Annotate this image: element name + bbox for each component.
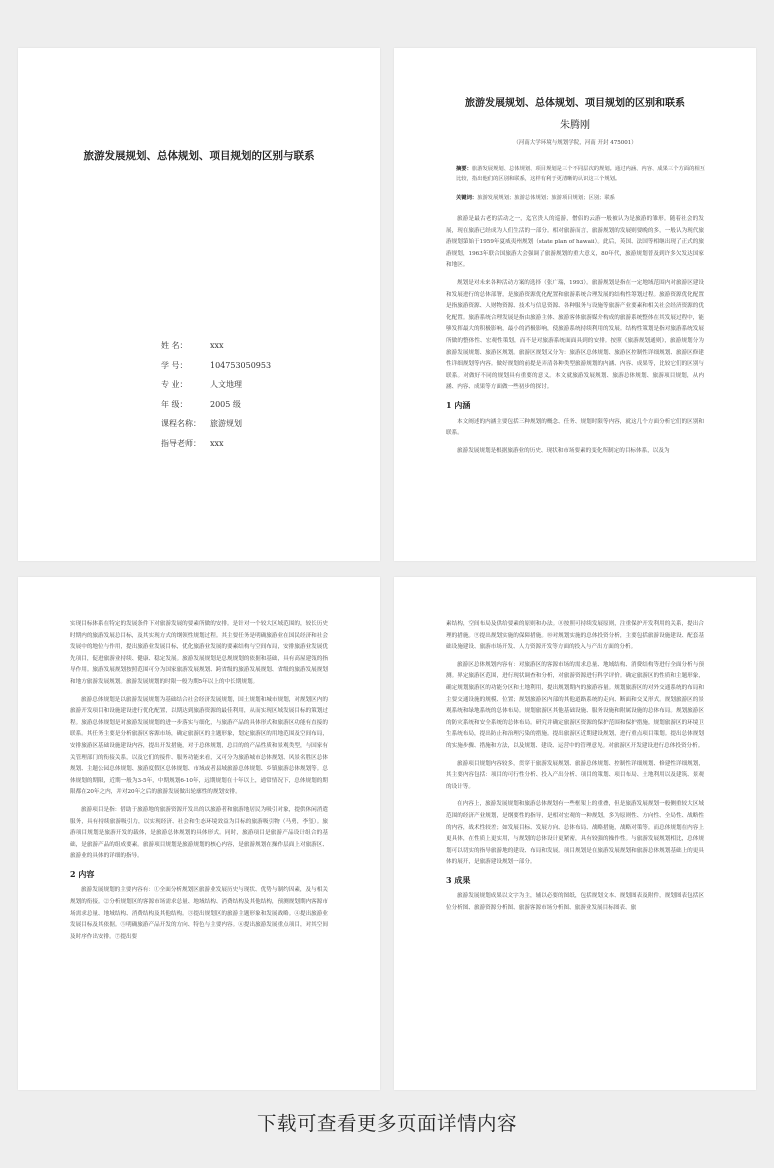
document-page-3 bbox=[18, 577, 380, 1090]
keywords: 关键词：旅游发展规划；旅游总体规划；旅游项目规划；区别；联系 bbox=[456, 195, 615, 201]
info-row-advisor: 指导老师： xxx bbox=[161, 438, 224, 448]
paragraph: 本文阐述的内涵主要包括三种规划的概念、任务、规划时限等内容，就这几个方面分析它们的区别和联系。 bbox=[446, 418, 704, 437]
cover-title: 旅游发展规划、总体规划、项目规划的区别与联系 bbox=[83, 150, 315, 162]
paragraph: 旅游发展规划是根据旅游业的历史、现状和市场要素的变化所制定的目标体系，以及为 bbox=[457, 447, 670, 454]
paragraph: 旅游项目规划内容较多，贯穿于旅游发展规划、旅游总体规划、控制性详细规划、修建性详细规划，其主要内容包括：项目的可行性分析、投入产出分析、项目的策划、项目布局、土地利用以及建筑、景观的设计等。 bbox=[446, 760, 704, 790]
paragraph: 旅游总体规划是以旅游发展规划为基础结合社会经济发展规划，国土规划和城市规划，对规划区内的旅游开发项目和设施建设进行优化配置，以期达到旅游资源的最佳利用，从而实现区域发展目标的策划过程。旅游总体规划是对旅游发展规划的进一步落实与细化，与旅游产品的具体形式和旅游区功能有直接的联系。其任务主要是分析旅游区客源市场，确定旅游区的主题形象，划定旅游区的用地范围及空间布局，安排旅游区基础设施建设内容，提出开发措施，对于总体规划，总目的的产品性质和景观类型，与国家有关管理部门的衔接关系，以及它们的接件、服务功能来看，又可分为旅游城市总体规划、风景名胜区总体规划、主题公园总体规划、旅游度假区总体规划、市域或者县域旅游总体规划、乡镇旅游总体规划等。总体规划的期限，近期一般为3-5年，中期规划6-10年，远期规划在十年以上，通常情况下，总体规划的期限都在20年之内，并对20年之后的旅游发展做出轮廓性的规划安排。 bbox=[70, 696, 328, 796]
section-heading: 3 成果 bbox=[446, 874, 471, 885]
paragraph: 旅游项目是指：借助于旅游地的旅游资源开发出的以旅游者和旅游地居民为吸引对象，提供休闲消遣服务，具有持续旅游吸引力，以实现经济、社会和生态环境效益为目标的旅游吸引物（马勇，李玺）。旅游项目规划是旅游开发的载体，是旅游总体规划的具体形式。同时，旅游项目是旅游产品设计组合的基础，是旅游产品的组成要素。旅游项目规划是旅游规划的核心内容，是旅游规划在操作层面上对旅游区、旅游业的具体的详细的指导。 bbox=[70, 806, 328, 860]
info-row-grade: 年 级： 2005 级 bbox=[161, 399, 241, 409]
document-page-4 bbox=[394, 577, 756, 1090]
info-row-name: 姓 名： xxx bbox=[161, 341, 224, 350]
info-row-course: 课程名称： 旅游规划 bbox=[161, 419, 242, 428]
paragraph: 在内容上，旅游发展规划和旅游总体规划有一些框架上的重叠，但是旅游发展规划一般侧重较大区域范围的经济产业规划，是纲要性的指导，是相对宏观的一种规划，多为原则性、方向性、全局性、战略性的内容，战术性较差；如发展目标、发展方向、总体布局、战略措施，战略对策等。而总体规划在内容上更具体，在性质上更实用，与规划的总体设计更紧密，具有较强的操作性。与旅游发展规划相比，总体规划可以切实的指导旅游地的建设、布局和发展。项目规划是在旅游发展规划和旅游总体规划基础上的更具体的展开，是旅游建设规划一部分。 bbox=[446, 801, 704, 866]
download-prompt[interactable]: 下载可查看更多页面详情内容 bbox=[256, 1112, 517, 1135]
article-affiliation: （河南大学环境与规划学院，河南 开封 475001） bbox=[513, 140, 637, 146]
paragraph: 素结构，空间布局及供给要素的原则和办法。⑧按照可持续发展原则，注重保护开发利用的关系，提出合理的措施。⑨提出规划实施的保障措施。⑩对规划实施的总体投资分析，主要包括旅游设施建设、配套基础设施建设、旅游市场开发、人力资源开发等方面的投入与产出方面的分析。 bbox=[446, 621, 704, 651]
paragraph: 旅游发展规划成果以文字为主，辅以必要的图纸，包括规划文本、规划图表及附件，规划图表包括区位分析图、旅游资源分析图、旅游客源市场分析图、旅游业发展目标图表、旅 bbox=[446, 893, 704, 912]
abstract: 摘要：旅游发展规划、总体规划、项目规划是三个不同层次的规划。通过内涵、内容、成果三个方面的相互比较，指出他们的区别和联系，这样有利于更清晰的认识这三个规划。 bbox=[456, 166, 705, 182]
document-page-article-start bbox=[394, 48, 756, 561]
article-body bbox=[70, 619, 328, 1049]
cover-info-block bbox=[161, 336, 361, 453]
article-author: 朱腾刚 bbox=[560, 120, 590, 131]
article-body bbox=[446, 619, 704, 1049]
info-row-student-id: 学 号： 104753050953 bbox=[161, 360, 272, 370]
document-page-cover bbox=[18, 48, 380, 561]
paragraph: 旅游是最古老的活动之一，迄官贵人的巡游，僧侣的云游一般被认为是旅游的雏形。随着社会的发展，现在旅游已经成为人们生活的一部分。相对旅游而言，旅游规划的发展则要晚的多，一般认为现代旅游规划第始于1959年夏威夷州规划（state plan of hawaii）。此后，英国、法国等相继出现了正式的旅游规划，1963年联合国旅游大会强调了旅游规划的重大意义，80年代，旅游规划普及到许多欠发达国家和地区。 bbox=[446, 216, 704, 269]
section-heading: 2 内容 bbox=[70, 868, 95, 879]
section-heading: 1 内涵 bbox=[446, 399, 471, 410]
article-body bbox=[446, 214, 704, 534]
article-title: 旅游发展规划、总体规划、项目规划的区别和联系 bbox=[465, 98, 685, 109]
paragraph: 旅游发展规划的主要内容有：①全面分析规划区旅游业发展历史与现状、优势与制约因素，及与相关规划的衔接。②分析规划区的客源市场需求总量、地域结构、消费结构及其他结构，预测规划期内客源市场需求总量、地域结构、消费结构及其他结构。③提出规划区的旅游主题形象和发展战略。④提出旅游业发展目标及其依据。⑤明确旅游产品开发的方向、特色与主要内容。⑥提出旅游发展重点项目，对其空间及时序作出安排。⑦提出要 bbox=[70, 887, 328, 940]
paragraph: 规划是对未来各种活动方案的选择（张广瑞，1993）。旅游规划是指在一定地域范围内对旅游区建设和发展进行的总体部署，是旅游资源优化配置和旅游系统合理发展的结构性筹划过程。旅游资源优化配置是指旅游资源、人财物资源、技术与信息资源、各种服务与设施等旅游产业要素和相关社会经济资源的优化配置。旅游系统合理发展是指由旅游主体、旅游客体旅游媒介构成的旅游系统整体在其发展过程中，能够发挥最大的积极影响，最小的消极影响，使旅游系统持续利用的发展。结构性策划是指对旅游系统发展所做的整体性、宏观性策划，而不是对旅游系统面面具到的安排。按照《旅游规划通则》，旅游规划分为旅游发展规划、旅游区规划。旅游区规划又分为：旅游区总体规划、旅游区控制性详细规划、旅游区修建性详细规划等内容。做好规划的前提是弄清各种类型旅游规划的内涵、内容、成果等，比较它们的区别与联系。对做好不同的规划具有重要的意义。本文就旅游发展规划、旅游总体规划、旅游项目规划，从内涵、内容、成果等方面做一些初步的探讨。 bbox=[446, 279, 704, 391]
paragraph: 旅游区总体规划内容有：对旅游区的客源市场的需求总量、地域结构、消费结构等进行全面分析与预测。界定旅游区范围，进行现状调查和分析，对旅游资源进行科学评价。确定旅游区的性质和主题形象，确定规划旅游区的功能分区和土地利用，提出规划期内的旅游容量。规划旅游区的对外交通系统的布局和主要交通设施的规模、位置；规划旅游区内部的其他道路系统的走向、断面和交叉形式。规划旅游区的景观系统和绿地系统的总体布局。规划旅游区其他基础设施、服务设施和附属设施的总体布局。规划旅游区的防灾系统和安全系统的总体布局。研究并确定旅游区资源的保护范围和保护措施。规划旅游区的环境卫生系统布局，提出防止和治理污染的措施。提出旅游区近期建设规划，进行重点项目策划。提出总体规划的实施步骤、措施和方法，以及规划、建设、运营中的管理意见。对旅游区开发建设进行总体投资分析。 bbox=[446, 661, 704, 749]
paragraph: 实现目标体系在特定的发展条件下对旅游发展的要素所做的安排。是针对一个较大区域范围的，较长历史时期内的旅游发展总目标，及其实现方式的纲领性规划过程。其主要任务是明确旅游业在国民经济和社会发展中的地位与作用，提出旅游业发展目标，优化旅游业发展的要素结构与空间布局，安排旅游业发展优先项目，促进旅游业持续、健康、稳定发展。旅游发展规划是总规规划的依据和基础，具有高屋建瓴的指导作用。旅游发展规划按照范围可分为国家旅游发展规划、跨省级的旅游发展规划、省级的旅游发展规划和地方旅游发展规划。旅游发展规划的时限一般为期5年以上的中长期规划。 bbox=[70, 621, 328, 685]
info-row-major: 专 业： 人文地理 bbox=[161, 380, 242, 389]
